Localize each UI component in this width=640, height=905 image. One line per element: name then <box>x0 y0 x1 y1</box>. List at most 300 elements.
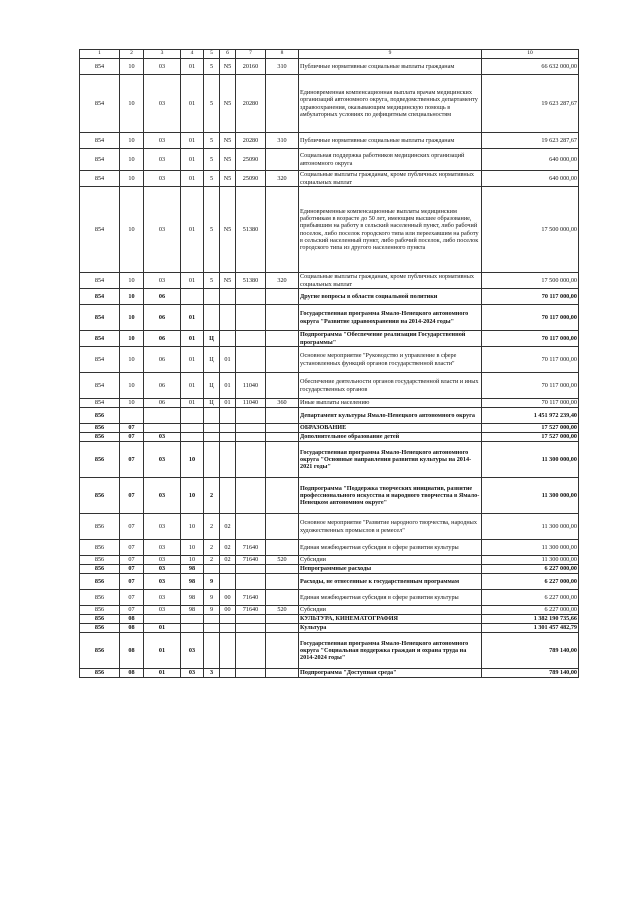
program-code <box>181 424 204 433</box>
row-amount: 19 623 287,67 <box>482 75 579 133</box>
row-description: Непрограммные расходы <box>299 565 482 574</box>
row-amount: 11 300 000,00 <box>482 556 579 565</box>
event-code <box>220 331 236 347</box>
column-number-7: 7 <box>236 50 266 59</box>
subprogram-code: 2 <box>204 556 220 565</box>
direction-code <box>236 289 266 305</box>
table-row <box>80 606 579 615</box>
program-code <box>181 289 204 305</box>
section-code: 10 <box>120 133 144 149</box>
direction-code: 20280 <box>236 133 266 149</box>
table-row <box>80 408 579 424</box>
row-amount: 19 623 287,67 <box>482 133 579 149</box>
expense-type-code <box>266 187 299 273</box>
grbs-code: 854 <box>80 331 120 347</box>
subprogram-code <box>204 633 220 669</box>
row-amount: 17 527 000,00 <box>482 433 579 442</box>
column-number-9: 9 <box>299 50 482 59</box>
expense-type-code <box>266 289 299 305</box>
subsection-code: 03 <box>144 590 181 606</box>
row-description: Подпрограмма "Доступная среда" <box>299 669 482 678</box>
direction-code <box>236 433 266 442</box>
subprogram-code <box>204 424 220 433</box>
program-code <box>181 615 204 624</box>
row-amount: 70 117 000,00 <box>482 289 579 305</box>
direction-code: 71640 <box>236 540 266 556</box>
program-code: 10 <box>181 478 204 514</box>
section-code: 10 <box>120 347 144 373</box>
grbs-code: 856 <box>80 424 120 433</box>
grbs-code: 854 <box>80 373 120 399</box>
row-description: Обеспечение деятельности органов государственной власти и иных государственных органов <box>299 373 482 399</box>
subprogram-code: 2 <box>204 514 220 540</box>
section-code: 10 <box>120 331 144 347</box>
table-row <box>80 59 579 75</box>
subprogram-code <box>204 289 220 305</box>
subsection-code: 01 <box>144 633 181 669</box>
subprogram-code <box>204 442 220 478</box>
row-amount: 11 300 000,00 <box>482 540 579 556</box>
column-number-4: 4 <box>181 50 204 59</box>
direction-code: 25090 <box>236 171 266 187</box>
row-amount: 11 300 000,00 <box>482 478 579 514</box>
row-amount: 1 451 972 239,40 <box>482 408 579 424</box>
subprogram-code: Ц <box>204 331 220 347</box>
section-code: 10 <box>120 289 144 305</box>
row-description: Культура <box>299 624 482 633</box>
expense-type-code <box>266 478 299 514</box>
table-row <box>80 171 579 187</box>
direction-code <box>236 514 266 540</box>
event-code: 00 <box>220 606 236 615</box>
table-row <box>80 305 579 331</box>
program-code: 01 <box>181 273 204 289</box>
expense-type-code <box>266 590 299 606</box>
direction-code <box>236 565 266 574</box>
expense-type-code <box>266 347 299 373</box>
subsection-code: 03 <box>144 556 181 565</box>
grbs-code: 856 <box>80 590 120 606</box>
subprogram-code: 5 <box>204 273 220 289</box>
table-row <box>80 289 579 305</box>
subsection-code: 03 <box>144 133 181 149</box>
row-amount: 6 227 000,00 <box>482 574 579 590</box>
table-row <box>80 574 579 590</box>
event-code: 02 <box>220 540 236 556</box>
program-code: 98 <box>181 565 204 574</box>
row-description: Основное мероприятие "Руководство и управление в сфере установленных функций органов государственной власти" <box>299 347 482 373</box>
section-code: 07 <box>120 433 144 442</box>
subprogram-code <box>204 565 220 574</box>
row-description: Публичные нормативные социальные выплаты гражданам <box>299 59 482 75</box>
table-row <box>80 633 579 669</box>
direction-code <box>236 624 266 633</box>
grbs-code: 854 <box>80 171 120 187</box>
column-number-3: 3 <box>144 50 181 59</box>
section-code: 07 <box>120 478 144 514</box>
row-amount: 1 382 190 735,66 <box>482 615 579 624</box>
budget-table <box>79 49 579 678</box>
row-amount: 70 117 000,00 <box>482 331 579 347</box>
direction-code <box>236 305 266 331</box>
grbs-code: 854 <box>80 305 120 331</box>
row-amount: 70 117 000,00 <box>482 373 579 399</box>
subprogram-code: Ц <box>204 373 220 399</box>
row-amount: 17 500 000,00 <box>482 187 579 273</box>
subsection-code: 03 <box>144 59 181 75</box>
event-code: N5 <box>220 149 236 171</box>
subsection-code: 06 <box>144 305 181 331</box>
program-code: 01 <box>181 133 204 149</box>
expense-type-code <box>266 633 299 669</box>
section-code: 10 <box>120 373 144 399</box>
row-amount: 1 301 457 482,79 <box>482 624 579 633</box>
section-code: 10 <box>120 305 144 331</box>
table-row <box>80 514 579 540</box>
program-code: 01 <box>181 347 204 373</box>
expense-type-code <box>266 574 299 590</box>
subsection-code: 03 <box>144 433 181 442</box>
direction-code: 11040 <box>236 399 266 408</box>
section-code: 08 <box>120 624 144 633</box>
grbs-code: 854 <box>80 289 120 305</box>
expense-type-code: 360 <box>266 399 299 408</box>
row-description: КУЛЬТУРА, КИНЕМАТОГРАФИЯ <box>299 615 482 624</box>
subsection-code: 03 <box>144 540 181 556</box>
event-code <box>220 624 236 633</box>
column-number-1: 1 <box>80 50 120 59</box>
program-code <box>181 433 204 442</box>
program-code: 01 <box>181 373 204 399</box>
table-row <box>80 615 579 624</box>
table-row <box>80 540 579 556</box>
expense-type-code <box>266 75 299 133</box>
program-code: 01 <box>181 59 204 75</box>
table-row <box>80 149 579 171</box>
program-code: 10 <box>181 514 204 540</box>
grbs-code: 854 <box>80 399 120 408</box>
program-code: 10 <box>181 556 204 565</box>
subsection-code: 03 <box>144 75 181 133</box>
expense-type-code <box>266 565 299 574</box>
section-code: 08 <box>120 669 144 678</box>
program-code: 01 <box>181 331 204 347</box>
subprogram-code: Ц <box>204 399 220 408</box>
column-number-row <box>80 50 579 59</box>
direction-code <box>236 347 266 373</box>
row-description: Субсидии <box>299 556 482 565</box>
subprogram-code <box>204 624 220 633</box>
subsection-code: 03 <box>144 565 181 574</box>
row-amount: 6 227 000,00 <box>482 590 579 606</box>
row-amount: 70 117 000,00 <box>482 347 579 373</box>
section-code: 10 <box>120 59 144 75</box>
section-code: 10 <box>120 187 144 273</box>
program-code <box>181 408 204 424</box>
table-row <box>80 133 579 149</box>
grbs-code: 856 <box>80 574 120 590</box>
direction-code <box>236 424 266 433</box>
section-code: 10 <box>120 273 144 289</box>
direction-code <box>236 408 266 424</box>
expense-type-code <box>266 615 299 624</box>
event-code <box>220 442 236 478</box>
column-number-8: 8 <box>266 50 299 59</box>
row-description: Иные выплаты населению <box>299 399 482 408</box>
subsection-code: 03 <box>144 442 181 478</box>
grbs-code: 856 <box>80 669 120 678</box>
event-code: N5 <box>220 187 236 273</box>
program-code: 10 <box>181 540 204 556</box>
subprogram-code: 2 <box>204 540 220 556</box>
row-description: Государственная программа Ямало-Ненецкого автономного округа "Социальная поддержка граждан и охрана труда на 2014-2024 годы" <box>299 633 482 669</box>
event-code <box>220 669 236 678</box>
table-row <box>80 424 579 433</box>
subsection-code <box>144 408 181 424</box>
row-amount: 11 300 000,00 <box>482 514 579 540</box>
direction-code <box>236 331 266 347</box>
program-code: 01 <box>181 305 204 331</box>
row-amount: 66 632 000,00 <box>482 59 579 75</box>
grbs-code: 856 <box>80 514 120 540</box>
table-row <box>80 478 579 514</box>
direction-code: 51380 <box>236 187 266 273</box>
subprogram-code: 5 <box>204 75 220 133</box>
subprogram-code: 5 <box>204 133 220 149</box>
subprogram-code: 9 <box>204 606 220 615</box>
program-code: 98 <box>181 590 204 606</box>
section-code: 08 <box>120 633 144 669</box>
subprogram-code: 5 <box>204 187 220 273</box>
table-row <box>80 75 579 133</box>
event-code: N5 <box>220 75 236 133</box>
column-number-6: 6 <box>220 50 236 59</box>
row-description: Департамент культуры Ямало-Ненецкого автономного округа <box>299 408 482 424</box>
direction-code <box>236 478 266 514</box>
row-description: Единая межбюджетная субсидия в сфере развития культуры <box>299 590 482 606</box>
row-description: Единая межбюджетная субсидия в сфере развития культуры <box>299 540 482 556</box>
subprogram-code: 3 <box>204 669 220 678</box>
program-code <box>181 624 204 633</box>
table-row <box>80 373 579 399</box>
event-code <box>220 574 236 590</box>
section-code <box>120 408 144 424</box>
grbs-code: 854 <box>80 347 120 373</box>
grbs-code: 854 <box>80 187 120 273</box>
row-description: ОБРАЗОВАНИЕ <box>299 424 482 433</box>
grbs-code: 856 <box>80 540 120 556</box>
row-description: Единовременная компенсационная выплата врачам медицинских организаций автономного округа, подведомственных департаменту здравоохранения, оказывающим медицинскую помощь в амбулаторных условиях по дефицитным специальностям <box>299 75 482 133</box>
expense-type-code <box>266 408 299 424</box>
subsection-code: 03 <box>144 273 181 289</box>
subprogram-code: 5 <box>204 149 220 171</box>
event-code <box>220 289 236 305</box>
row-amount: 70 117 000,00 <box>482 305 579 331</box>
expense-type-code <box>266 540 299 556</box>
expense-type-code <box>266 149 299 171</box>
direction-code: 20280 <box>236 75 266 133</box>
subsection-code: 03 <box>144 574 181 590</box>
section-code: 07 <box>120 574 144 590</box>
event-code <box>220 424 236 433</box>
expense-type-code: 520 <box>266 606 299 615</box>
event-code <box>220 305 236 331</box>
event-code: 01 <box>220 399 236 408</box>
subprogram-code: 9 <box>204 590 220 606</box>
event-code: 02 <box>220 556 236 565</box>
section-code: 07 <box>120 424 144 433</box>
table-row <box>80 669 579 678</box>
direction-code <box>236 669 266 678</box>
table-row <box>80 556 579 565</box>
grbs-code: 856 <box>80 624 120 633</box>
row-amount: 789 140,00 <box>482 633 579 669</box>
subsection-code <box>144 424 181 433</box>
subprogram-code <box>204 305 220 331</box>
event-code <box>220 433 236 442</box>
row-description: Государственная программа Ямало-Ненецкого автономного округа "Основные направления развития культуры на 2014-2021 годы" <box>299 442 482 478</box>
event-code: 02 <box>220 514 236 540</box>
row-description: Социальные выплаты гражданам, кроме публичных нормативных социальных выплат <box>299 171 482 187</box>
expense-type-code <box>266 514 299 540</box>
grbs-code: 854 <box>80 149 120 171</box>
direction-code: 25090 <box>236 149 266 171</box>
direction-code: 20160 <box>236 59 266 75</box>
table-row <box>80 590 579 606</box>
row-description: Субсидии <box>299 606 482 615</box>
subsection-code: 03 <box>144 514 181 540</box>
program-code: 98 <box>181 606 204 615</box>
expense-type-code <box>266 624 299 633</box>
section-code: 07 <box>120 606 144 615</box>
row-amount: 640 000,00 <box>482 149 579 171</box>
row-description: Основное мероприятие "Развитие народного творчества, народных художественных промыслов и ремесел" <box>299 514 482 540</box>
subsection-code: 01 <box>144 624 181 633</box>
grbs-code: 854 <box>80 75 120 133</box>
table-row <box>80 347 579 373</box>
expense-type-code: 320 <box>266 171 299 187</box>
table-row <box>80 442 579 478</box>
row-description: Расходы, не отнесенные к государственным программам <box>299 574 482 590</box>
subsection-code: 06 <box>144 331 181 347</box>
subprogram-code: 9 <box>204 574 220 590</box>
event-code: N5 <box>220 273 236 289</box>
row-description: Дополнительное образование детей <box>299 433 482 442</box>
section-code: 10 <box>120 171 144 187</box>
table-row <box>80 433 579 442</box>
program-code: 01 <box>181 171 204 187</box>
expense-type-code: 320 <box>266 273 299 289</box>
grbs-code: 856 <box>80 565 120 574</box>
section-code: 07 <box>120 565 144 574</box>
direction-code: 11040 <box>236 373 266 399</box>
subprogram-code: Ц <box>204 347 220 373</box>
subprogram-code <box>204 615 220 624</box>
section-code: 07 <box>120 590 144 606</box>
subsection-code: 06 <box>144 399 181 408</box>
subsection-code: 03 <box>144 171 181 187</box>
subprogram-code: 5 <box>204 59 220 75</box>
section-code: 07 <box>120 556 144 565</box>
expense-type-code <box>266 424 299 433</box>
column-number-10: 10 <box>482 50 579 59</box>
grbs-code: 856 <box>80 442 120 478</box>
program-code: 03 <box>181 669 204 678</box>
program-code: 10 <box>181 442 204 478</box>
grbs-code: 856 <box>80 556 120 565</box>
event-code: 00 <box>220 590 236 606</box>
row-amount: 17 500 000,00 <box>482 273 579 289</box>
program-code: 03 <box>181 633 204 669</box>
event-code: N5 <box>220 171 236 187</box>
section-code: 08 <box>120 615 144 624</box>
subsection-code: 03 <box>144 149 181 171</box>
subprogram-code: 2 <box>204 478 220 514</box>
subprogram-code: 5 <box>204 171 220 187</box>
direction-code: 51380 <box>236 273 266 289</box>
section-code: 10 <box>120 399 144 408</box>
section-code: 10 <box>120 75 144 133</box>
event-code <box>220 478 236 514</box>
expense-type-code: 520 <box>266 556 299 565</box>
row-amount: 640 000,00 <box>482 171 579 187</box>
column-number-2: 2 <box>120 50 144 59</box>
subprogram-code <box>204 408 220 424</box>
row-description: Публичные нормативные социальные выплаты гражданам <box>299 133 482 149</box>
direction-code <box>236 615 266 624</box>
row-description: Социальная поддержка работников медицинских организаций автономного округа <box>299 149 482 171</box>
row-amount: 70 117 000,00 <box>482 399 579 408</box>
expense-type-code: 310 <box>266 133 299 149</box>
subprogram-code <box>204 433 220 442</box>
row-description: Другие вопросы в области социальной политики <box>299 289 482 305</box>
program-code: 01 <box>181 187 204 273</box>
row-amount: 17 527 000,00 <box>482 424 579 433</box>
event-code: 01 <box>220 373 236 399</box>
grbs-code: 854 <box>80 273 120 289</box>
subsection-code: 03 <box>144 478 181 514</box>
row-amount: 11 300 000,00 <box>482 442 579 478</box>
row-description: Подпрограмма "Обеспечение реализации Государственной программы" <box>299 331 482 347</box>
direction-code <box>236 442 266 478</box>
column-number-5: 5 <box>204 50 220 59</box>
budget-table-body <box>80 50 579 678</box>
table-row <box>80 187 579 273</box>
expense-type-code <box>266 305 299 331</box>
subsection-code: 03 <box>144 187 181 273</box>
row-description: Социальные выплаты гражданам, кроме публичных нормативных социальных выплат <box>299 273 482 289</box>
expense-type-code <box>266 433 299 442</box>
table-row <box>80 565 579 574</box>
grbs-code: 854 <box>80 133 120 149</box>
program-code: 98 <box>181 574 204 590</box>
row-amount: 6 227 000,00 <box>482 565 579 574</box>
row-description: Единовременные компенсационные выплаты медицинским работникам в возрасте до 50 лет, имеющим высшее образование, прибывшим на работу в сельский населенный пункт, либо рабочий поселок, либо поселок городского типа или переехавшим на работу в сельский населенный пункт, либо рабочий поселок, либо поселок городского типа из другого населенного пункта <box>299 187 482 273</box>
subsection-code <box>144 615 181 624</box>
section-code: 07 <box>120 540 144 556</box>
direction-code <box>236 633 266 669</box>
row-amount: 6 227 000,00 <box>482 606 579 615</box>
event-code <box>220 408 236 424</box>
table-row <box>80 331 579 347</box>
expense-type-code <box>266 442 299 478</box>
grbs-code: 856 <box>80 606 120 615</box>
subsection-code: 06 <box>144 289 181 305</box>
grbs-code: 854 <box>80 59 120 75</box>
subsection-code: 06 <box>144 373 181 399</box>
section-code: 07 <box>120 442 144 478</box>
event-code: 01 <box>220 347 236 373</box>
